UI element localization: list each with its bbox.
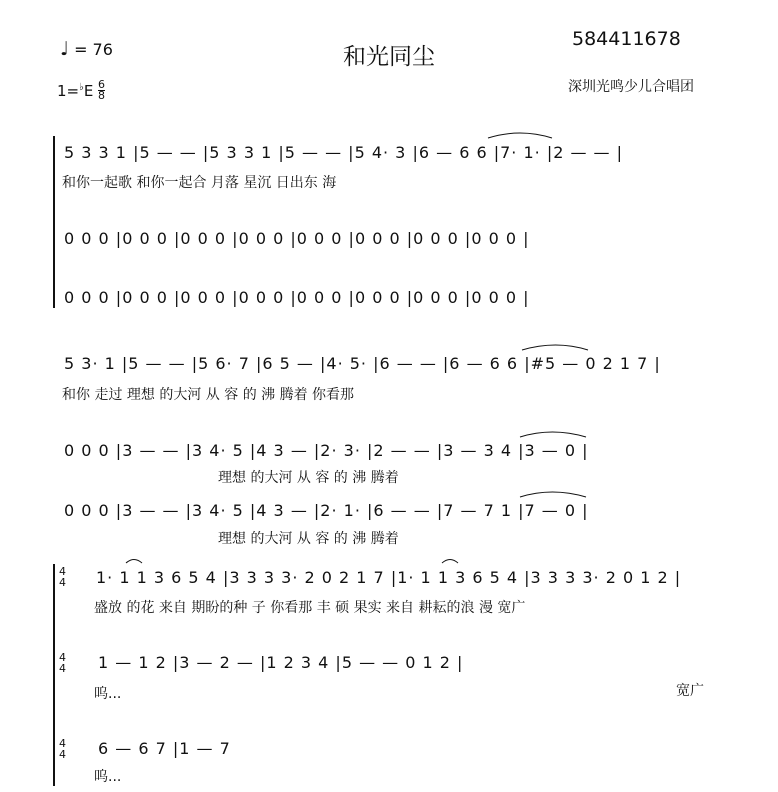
time-top: 4 (59, 651, 66, 664)
flat-icon: ♭ (79, 82, 84, 93)
melody-line: 5 3· 1 |5 — — |5 6· 7 |6 5 — |4· 5· |6 — — |6 — 6 6 |#5 — 0 2 1 7 | (64, 354, 661, 373)
key-letter: E (83, 82, 94, 100)
time-bottom: 4 (59, 662, 66, 675)
melody-line: 5 3 3 1 |5 — — |5 3 3 1 |5 — — |5 4· 3 |6 — 6 6 |7· 1· |2 — — | (64, 143, 624, 162)
key-prefix: 1= (57, 82, 80, 100)
alto-lyrics: 理想 的大河 从 容 的 沸 腾着 (218, 470, 399, 486)
low-line: 6 — 6 7 |1 — 7 (98, 739, 231, 758)
low-line: 0 0 0 |3 — — |3 4· 5 |4 3 — |2· 1· |6 — — |7 — 7 1 |7 — 0 | (64, 501, 589, 520)
melody-line: 1· 1 1 3 6 5 4 |3 3 3 3· 2 0 2 1 7 |1· 1 1 3 6 5 4 |3 3 3 3· 2 0 1 2 | (96, 568, 682, 587)
tie (442, 560, 458, 564)
time-bottom: 4 (59, 576, 66, 589)
lyrics-line: 和你 走过 理想 的大河 从 容 的 沸 腾着 你看那 (62, 387, 355, 403)
time-top: 4 (59, 737, 66, 750)
meter-bottom: 8 (98, 89, 105, 102)
song-title: 和光同尘 (343, 44, 435, 70)
ensemble-name: 深圳光鸣少儿合唱团 (568, 79, 694, 95)
time-bottom: 4 (59, 748, 66, 761)
lyrics-line: 盛放 的花 来自 期盼的种 子 你看那 丰 硕 果实 来自 耕耘的浪 漫 宽广 (94, 600, 526, 616)
low-lyrics: 理想 的大河 从 容 的 沸 腾着 (218, 531, 399, 547)
alto-hum: 呜... (94, 686, 122, 702)
low-line: 0 0 0 |0 0 0 |0 0 0 |0 0 0 |0 0 0 |0 0 0 |0 0 0 |0 0 0 | (64, 288, 530, 307)
alto-line: 0 0 0 |0 0 0 |0 0 0 |0 0 0 |0 0 0 |0 0 0 |0 0 0 |0 0 0 | (64, 229, 530, 248)
low-hum: 呜... (94, 769, 122, 785)
alto-end-lyrics: 宽广 (676, 683, 704, 699)
tempo-value: = 76 (74, 40, 113, 59)
lyrics-line: 和你一起歌 和你一起合 月落 星沉 日出东 海 (62, 175, 337, 191)
tie (488, 133, 552, 138)
id-number: 584411678 (572, 28, 681, 50)
tie (522, 345, 588, 350)
tie (126, 560, 142, 564)
meter-top: 6 (98, 78, 105, 91)
tie (520, 492, 586, 497)
quarter-note-icon: ♩ (60, 38, 69, 60)
alto-line: 0 0 0 |3 — — |3 4· 5 |4 3 — |2· 3· |2 — — |3 — 3 4 |3 — 0 | (64, 441, 589, 460)
time-top: 4 (59, 565, 66, 578)
alto-line: 1 — 1 2 |3 — 2 — |1 2 3 4 |5 — — 0 1 2 | (98, 653, 464, 672)
tie (520, 432, 586, 437)
